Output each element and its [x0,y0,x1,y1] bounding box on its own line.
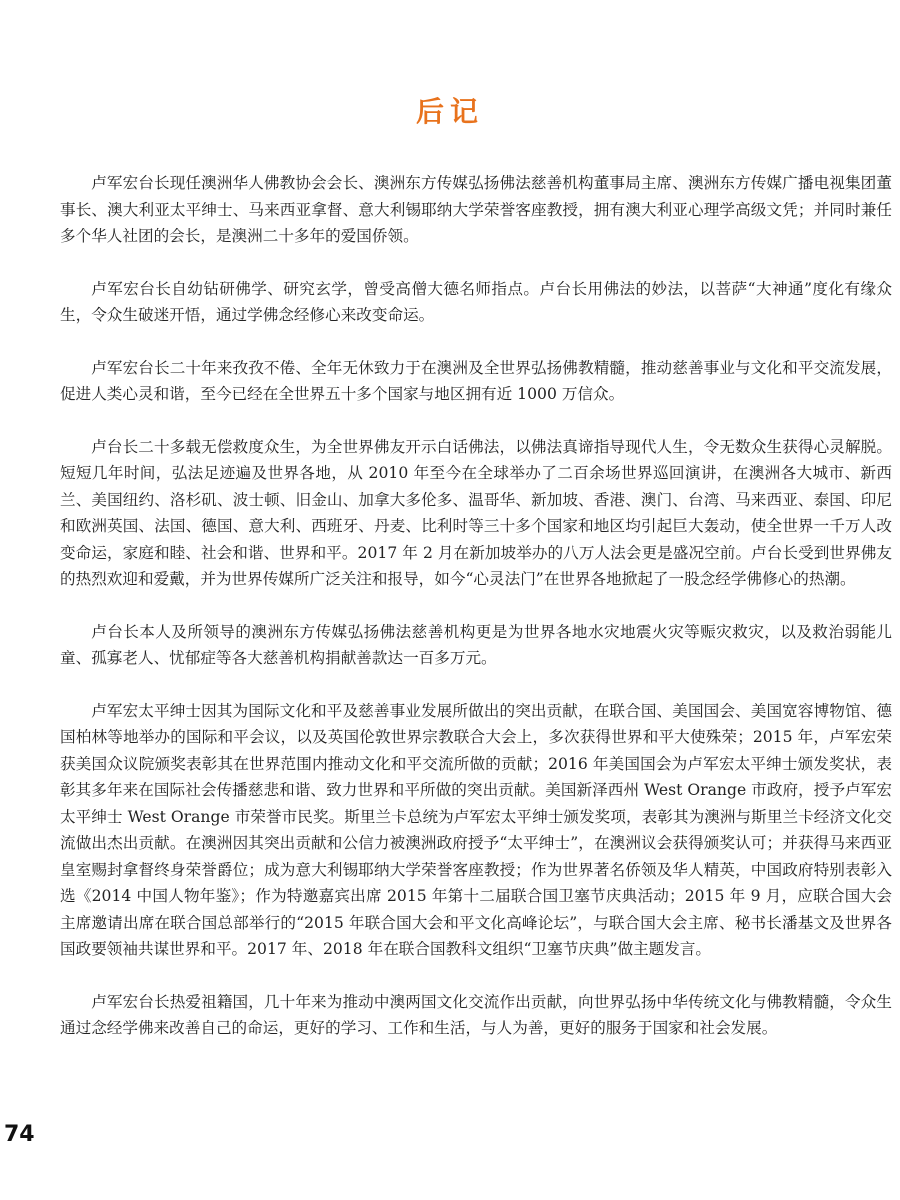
paragraph-5: 卢台长本人及所领导的澳洲东方传媒弘扬佛法慈善机构更是为世界各地水灾地震火灾等赈灾救灾，以及救治弱能儿童、孤寡老人、忧郁症等各大慈善机构捐献善款达一百多万元。 [60,622,892,667]
paragraph-3: 卢军宏台长二十年来孜孜不倦、全年无休致力于在澳洲及全世界弘扬佛教精髓，推动慈善事业与文化和平交流发展，促进人类心灵和谐，至今已经在全世界五十多个国家与地区拥有近 1000 万信众。 [60,358,892,403]
paragraph-1: 卢军宏台长现任澳洲华人佛教协会会长、澳洲东方传媒弘扬佛法慈善机构董事局主席、澳洲东方传媒广播电视集团董事长、澳大利亚太平绅士、马来西亚拿督、意大利锡耶纳大学荣誉客座教授，拥有澳大利亚心理学高级文凭；并同时兼任多个华人社团的会长，是澳洲二十多年的爱国侨领。 [60,174,892,245]
paragraph-7: 卢军宏台长热爱祖籍国，几十年来为推动中澳两国文化交流作出贡献，向世界弘扬中华传统文化与佛教精髓，令众生通过念经学佛来改善自己的命运，更好的学习、工作和生活，与人为善，更好的服务于国家和社会发展。 [60,992,892,1037]
paragraph-6: 卢军宏太平绅士因其为国际文化和平及慈善事业发展所做出的突出贡献，在联合国、美国国会、美国宽容博物馆、德国柏林等地举办的国际和平会议，以及英国伦敦世界宗教联合大会上，多次获得世界和平大使殊荣；2015 年，卢军宏荣获美国众议院颁奖表彰其在世界范围内推动文化和平交流所做的贡献；2016 年美国国会为卢军宏太平绅士颁发奖状，表彰其多年来在国际社会传播慈悲和谐、致力世界和平所做的突出贡献。美国新泽西州 West Orange 市政府，授予卢军宏太平绅士 West Orange 市荣誉市民奖。斯里兰卡总统为卢军宏太平绅士颁发奖项，表彰其为澳洲与斯里兰卡经济文化交流做出杰出贡献。在澳洲因其突出贡献和公信力被澳洲政府授予“太平绅士”，在澳洲议会获得颁奖认可；并获得马来西亚皇室赐封拿督终身荣誉爵位；成为意大利锡耶纳大学荣誉客座教授；作为世界著名侨领及华人精英，中国政府特别表彰入选《2014 中国人物年鉴》；作为特邀嘉宾出席 2015 年第十二届联合国卫塞节庆典活动；2015 年 9 月，应联合国大会主席邀请出席在联合国总部举行的“2015 年联合国大会和平文化高峰论坛”，与联合国大会主席、秘书长潘基文及世界各国政要领袖共谋世界和平。2017 年、2018 年在联合国教科文组织“卫塞节庆典”做主题发言。 [60,701,892,958]
paragraph-4: 卢台长二十多载无偿救度众生，为全世界佛友开示白话佛法，以佛法真谛指导现代人生，令无数众生获得心灵解脱。短短几年时间，弘法足迹遍及世界各地，从 2010 年至今在全球举办了二百余场世界巡回演讲，在澳洲各大城市、新西兰、美国纽约、洛杉矶、波士顿、旧金山、加拿大多伦多、温哥华、新加坡、香港、澳门、台湾、马来西亚、泰国、印尼和欧洲英国、法国、德国、意大利、西班牙、丹麦、比利时等三十多个国家和地区均引起巨大轰动，使全世界一千万人改变命运，家庭和睦、社会和谐、世界和平。2017 年 2 月在新加坡举办的八万人法会更是盛况空前。卢台长受到世界佛友的热烈欢迎和爱戴，并为世界传媒所广泛关注和报导，如今“心灵法门”在世界各地掀起了一股念经学佛修心的热潮。 [60,437,892,588]
page-number: 74 [4,1122,35,1147]
paragraph-2: 卢军宏台长自幼钻研佛学、研究玄学，曾受高僧大德名师指点。卢台长用佛法的妙法，以菩萨“大神通”度化有缘众生，令众生破迷开悟，通过学佛念经修心来改变命运。 [60,279,892,324]
article-body [60,170,892,1068]
page-title: 后记 [415,95,484,128]
